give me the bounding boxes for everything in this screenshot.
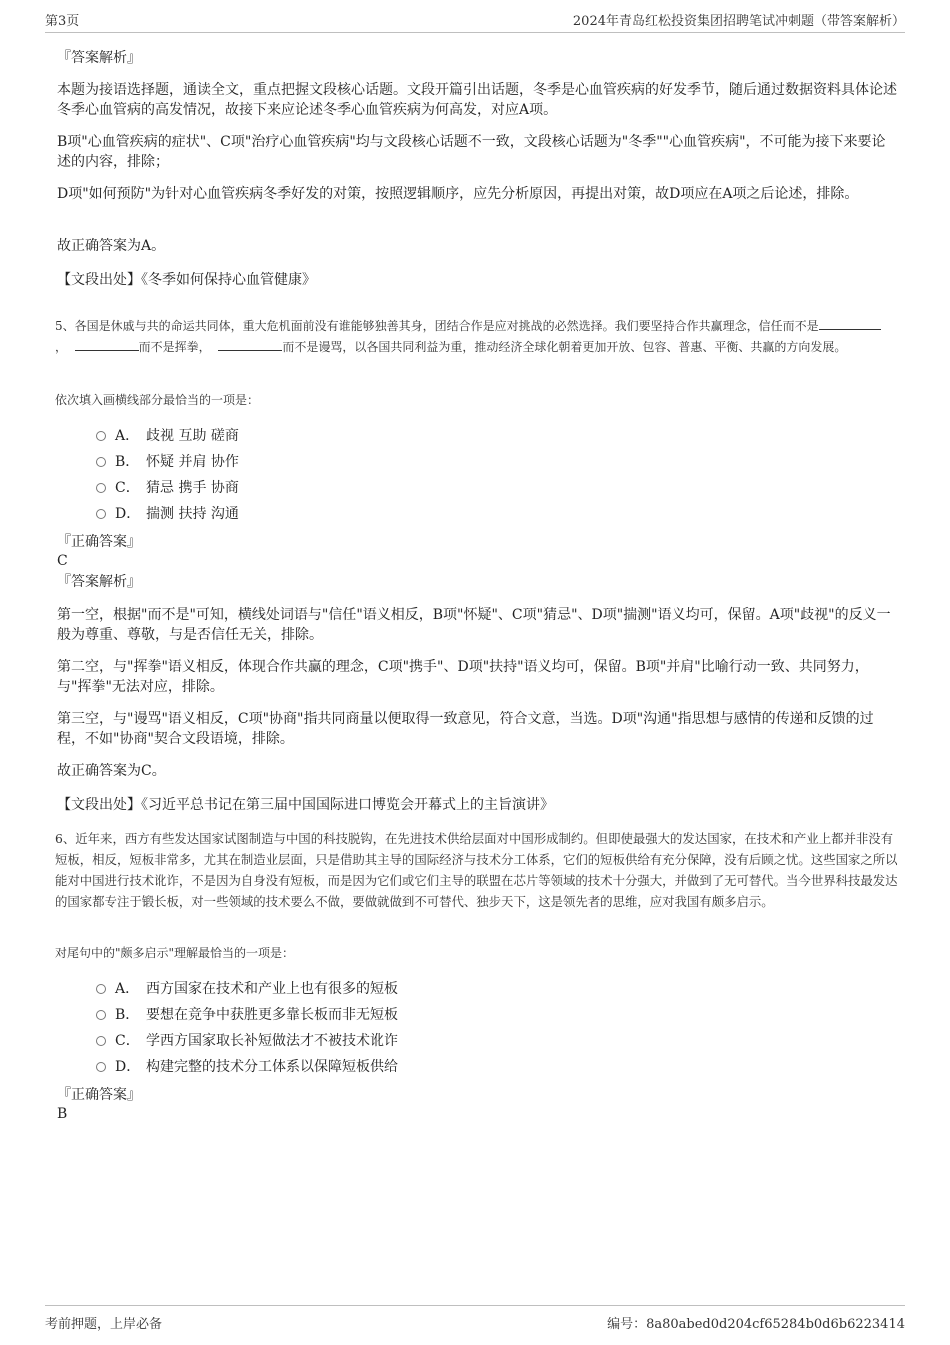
q6-option-b[interactable]: B． 要想在竞争中获胜更多靠长板而非无短板 <box>96 1002 398 1028</box>
page-header <box>45 10 905 33</box>
document-title: 2024年青岛红松投资集团招聘笔试冲刺题（带答案解析） <box>572 14 905 29</box>
q6-answer-label: 『正确答案』 <box>57 1087 141 1103</box>
q5-stem-part-2: ， <box>55 340 68 354</box>
q5-options <box>96 423 239 527</box>
q6-option-a[interactable]: A． 西方国家在技术和产业上也有很多的短板 <box>96 976 398 1002</box>
radio-icon[interactable] <box>96 509 106 519</box>
radio-icon[interactable] <box>96 984 106 994</box>
q6-prompt: 对尾句中的"颇多启示"理解最恰当的一项是： <box>55 946 295 960</box>
radio-icon[interactable] <box>96 1036 106 1046</box>
q6-options <box>96 976 398 1080</box>
q4-analysis-paragraph-2: B项"心血管疾病的症状"、C项"治疗心血管疾病"均与文段核心话题不一致，文段核心话题为"冬季""心血管疾病"，不可能为接下来要论述的内容，排除； <box>57 134 886 170</box>
page-number: 第3页 <box>45 14 80 29</box>
q5-blank-3 <box>218 338 282 351</box>
q5-stem <box>55 316 900 358</box>
radio-icon[interactable] <box>96 1062 106 1072</box>
page-footer <box>45 1305 905 1332</box>
q5-stem-part-3: 而不是挥拳， <box>138 340 211 354</box>
q5-stem-part-4: 而不是谩骂，以各国共同利益为重，推动经济全球化朝着更加开放、包容、普惠、平衡、共赢的方向发展。 <box>282 340 847 354</box>
q5-analysis-paragraph-1: 第一空，根据"而不是"可知，横线处词语与"信任"语义相反，B项"怀疑"、C项"猜忌"、D项"揣测"语义均可，保留。A项"歧视"的反义一般为尊重、尊敬，与是否信任无关，排除。 <box>57 607 891 643</box>
q6-option-c[interactable]: C． 学西方国家取长补短做法才不被技术讹诈 <box>96 1028 398 1054</box>
q5-source: 【文段出处】《习近平总书记在第三届中国国际进口博览会开幕式上的主旨演讲》 <box>57 797 554 813</box>
q4-analysis-label: 『答案解析』 <box>57 50 141 66</box>
q5-prompt: 依次填入画横线部分最恰当的一项是： <box>55 393 260 407</box>
q5-analysis-paragraph-3: 第三空，与"谩骂"语义相反，C项"协商"指共同商量以便取得一致意见，符合文意，当选。D项"沟通"指思想与感情的传递和反馈的过程，不如"协商"契合文段语境，排除。 <box>57 711 874 747</box>
q5-answer: C <box>57 553 68 569</box>
q4-analysis-paragraph-3: D项"如何预防"为针对心血管疾病冬季好发的对策，按照逻辑顺序，应先分析原因，再提出对策，故D项应在A项之后论述，排除。 <box>57 186 859 202</box>
q6-option-d[interactable]: D． 构建完整的技术分工体系以保障短板供给 <box>96 1054 398 1080</box>
radio-icon[interactable] <box>96 483 106 493</box>
q5-option-c[interactable]: C． 猜忌 携手 协商 <box>96 475 239 501</box>
q6-answer: B <box>57 1106 68 1122</box>
q5-blank-1 <box>819 317 881 330</box>
q5-option-a[interactable]: A． 歧视 互助 磋商 <box>96 423 239 449</box>
q5-analysis-paragraph-2: 第二空，与"挥拳"语义相反，体现合作共赢的理念，C项"携手"、D项"扶持"语义均可，保留。B项"并肩"比喻行动一致、共同努力，与"挥拳"无法对应，排除。 <box>57 659 869 695</box>
document-code: 编号：8a80abed0d204cf65284b0d6b6223414 <box>607 1317 905 1332</box>
q6-stem: 6、近年来，西方有些发达国家试图制造与中国的科技脱钩，在先进技术供给层面对中国形成制约。但即使最强大的发达国家，在技术和产业上都并非没有短板，相反，短板非常多，尤其在制造业层面，只是借助其主导的国际经济与技术分工体系，它们的短板供给有充分保障，没有后顾之忧。这些国家之所以能对中国进行技术讹诈，不是因为自身没有短板，而是因为它们或它们主导的联盟在芯片等领域的技术十分强大，并做到了无可替代。当今世界科技最发达的国家都专注于锻长板，对一些领域的技术要么不做，要做就做到不可替代、独步天下，这是领先者的思维，应对我国有颇多启示。 <box>55 831 898 909</box>
q5-answer-label: 『正确答案』 <box>57 534 141 550</box>
q4-source: 【文段出处】《冬季如何保持心血管健康》 <box>57 272 316 288</box>
q5-conclusion: 故正确答案为C。 <box>57 763 166 779</box>
q5-option-d[interactable]: D． 揣测 扶持 沟通 <box>96 501 239 527</box>
q5-stem-part-1: 5、各国是休戚与共的命运共同体，重大危机面前没有谁能够独善其身，团结合作是应对挑战的必然选择。我们要坚持合作共赢理念，信任而不是 <box>55 319 819 333</box>
radio-icon[interactable] <box>96 457 106 467</box>
radio-icon[interactable] <box>96 431 106 441</box>
q5-option-b[interactable]: B． 怀疑 并肩 协作 <box>96 449 239 475</box>
q5-blank-2 <box>75 338 139 351</box>
footer-slogan: 考前押题，上岸必备 <box>45 1317 163 1332</box>
q5-analysis-label: 『答案解析』 <box>57 574 141 590</box>
q4-conclusion: 故正确答案为A。 <box>57 238 166 254</box>
q4-analysis-paragraph-1: 本题为接语选择题，通读全文，重点把握文段核心话题。文段开篇引出话题，冬季是心血管疾病的好发季节，随后通过数据资料具体论述冬季心血管病的高发情况，故接下来应论述冬季心血管疾病为何高发，对应A项。 <box>57 82 897 118</box>
radio-icon[interactable] <box>96 1010 106 1020</box>
